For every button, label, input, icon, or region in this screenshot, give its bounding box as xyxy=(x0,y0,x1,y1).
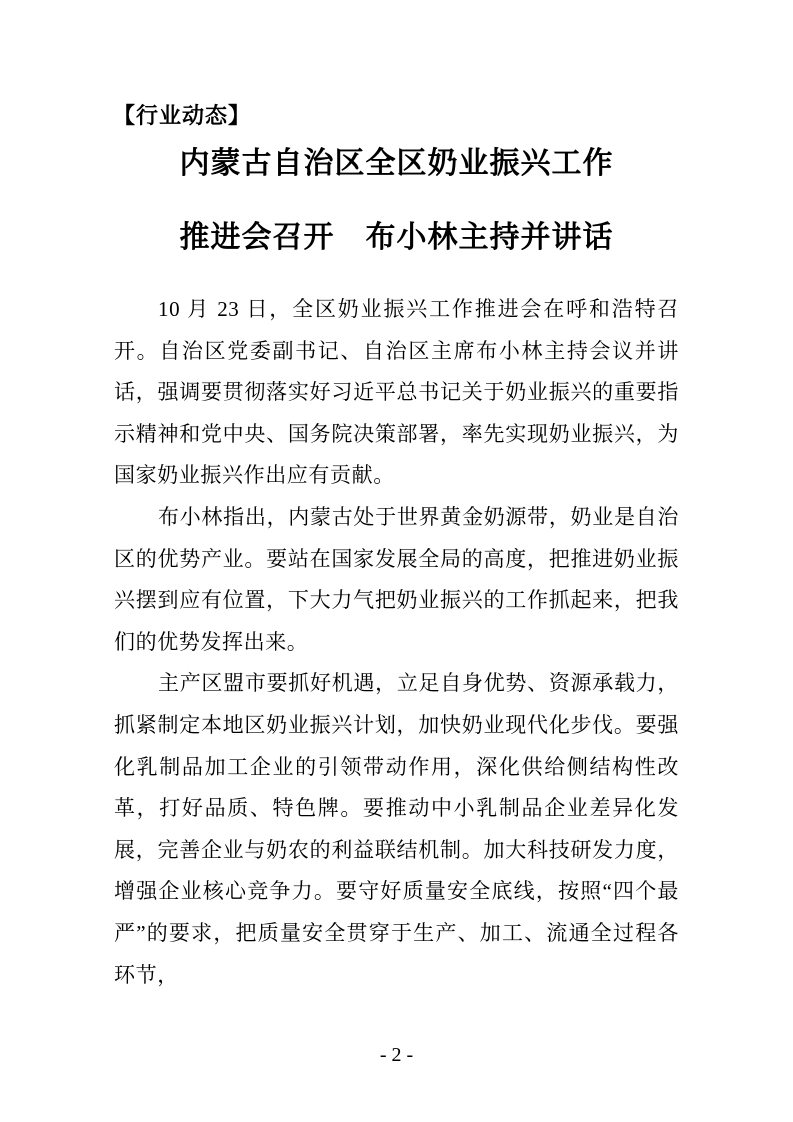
section-header: 【行业动态】 xyxy=(113,103,252,128)
paragraph-1: 10 月 23 日，全区奶业振兴工作推进会在呼和浩特召开。自治区党委副书记、自治区主席布小林主持会议并讲话，强调要贯彻落实好习近平总书记关于奶业振兴的重要指示精神和党中央、国务院决策部署，率先实现奶业振兴，为国家奶业振兴作出应有贡献。 xyxy=(114,297,679,488)
page-number: - 2 - xyxy=(379,1044,414,1066)
document-title-line-1: 内蒙古自治区全区奶业振兴工作 xyxy=(179,147,614,180)
paragraph-2: 布小林指出，内蒙古处于世界黄金奶源带，奶业是自治区的优势产业。要站在国家发展全局的高度，把推进奶业振兴摆到应有位置，下大力气把奶业振兴的工作抓起来，把我们的优势发挥出来。 xyxy=(114,504,679,654)
paragraph-3: 主产区盟市要抓好机遇，立足自身优势、资源承载力，抓紧制定本地区奶业振兴计划，加快奶业现代化步伐。要强化乳制品加工企业的引领带动作用，深化供给侧结构性改革，打好品质、特色牌。要推动中小乳制品企业差异化发展，完善企业与奶农的利益联结机制。加大科技研发力度，增强企业核心竞争力。要守好质量安全底线，按照“四个最严”的要求，把质量安全贯穿于生产、加工、流通全过程各环节， xyxy=(114,671,679,987)
document-body xyxy=(114,289,679,996)
document-title-line-2: 推进会召开 布小林主持并讲话 xyxy=(179,221,614,254)
